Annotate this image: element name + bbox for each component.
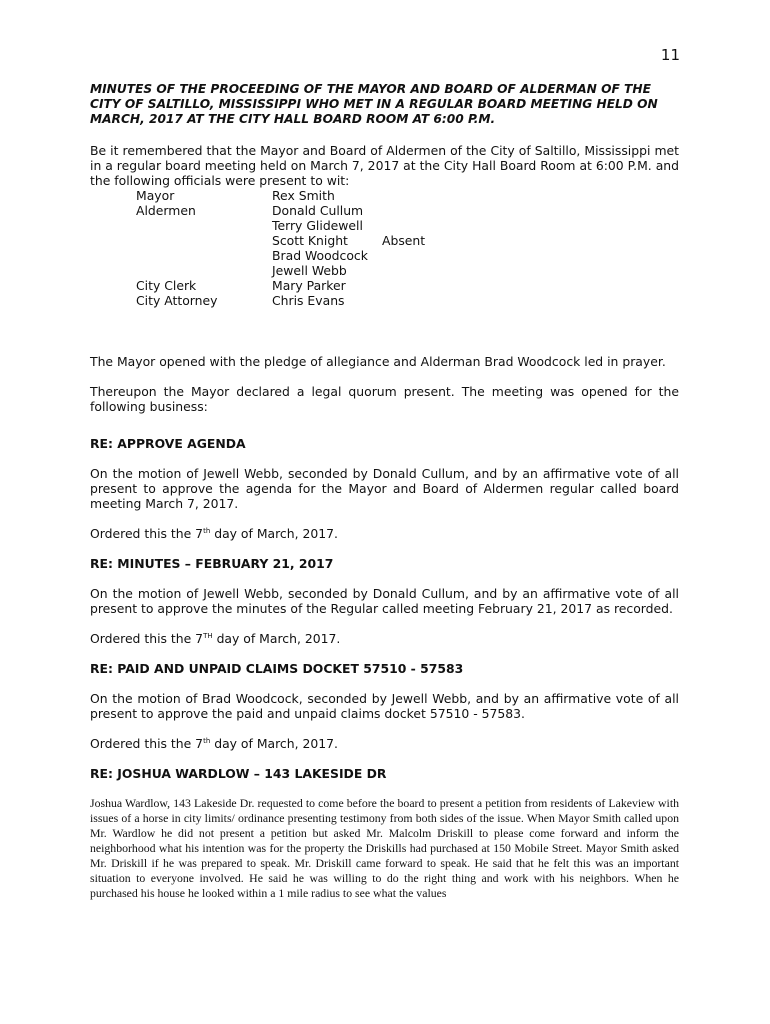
section-heading-claims: RE: PAID AND UNPAID CLAIMS DOCKET 57510 - 57583 [90, 661, 464, 676]
pledge-paragraph: The Mayor opened with the pledge of allegiance and Alderman Brad Woodcock led in prayer. [90, 354, 666, 369]
official-row [90, 188, 679, 203]
official-role: City Attorney [136, 293, 218, 308]
intro-paragraph: Be it remembered that the Mayor and Board of Aldermen of the City of Saltillo, Mississippi met in a regular board meeting held on March 7, 2017 at the City Hall Board Room at 6:00 P.M. and the following officials were present to wit: [90, 143, 679, 188]
claims-ordered: Ordered this the 7th day of March, 2017. [90, 736, 338, 751]
official-role: City Clerk [136, 278, 197, 293]
official-name: Brad Woodcock [272, 248, 368, 263]
minutes-ordered: Ordered this the 7TH day of March, 2017. [90, 631, 341, 646]
section-heading-minutes: RE: MINUTES – FEBRUARY 21, 2017 [90, 556, 334, 571]
section-heading-agenda: RE: APPROVE AGENDA [90, 436, 246, 451]
officials-list [90, 188, 679, 308]
official-name: Rex Smith [272, 188, 335, 203]
official-name: Terry Glidewell [272, 218, 363, 233]
official-row [90, 218, 679, 233]
page-number: 11 [660, 46, 680, 64]
official-absent-note: Absent [382, 233, 426, 248]
official-role: Mayor [136, 188, 175, 203]
claims-motion: On the motion of Brad Woodcock, seconded by Jewell Webb, and by an affirmative vote of all present to approve the paid and unpaid claims docket 57510 - 57583. [90, 691, 679, 721]
official-row [90, 263, 679, 278]
official-row [90, 203, 679, 218]
official-role: Aldermen [136, 203, 196, 218]
official-name: Mary Parker [272, 278, 346, 293]
official-row [90, 233, 679, 248]
quorum-paragraph: Thereupon the Mayor declared a legal quorum present. The meeting was opened for the following business: [90, 384, 679, 414]
minutes-motion: On the motion of Jewell Webb, seconded by Donald Cullum, and by an affirmative vote of all present to approve the minutes of the Regular called meeting February 21, 2017 as recorded. [90, 586, 679, 616]
official-name: Donald Cullum [272, 203, 364, 218]
official-name: Chris Evans [272, 293, 345, 308]
official-name: Jewell Webb [272, 263, 347, 278]
document-title: MINUTES OF THE PROCEEDING OF THE MAYOR AND BOARD OF ALDERMAN OF THE CITY OF SALTILLO, MISSISSIPPI WHO MET IN A REGULAR BOARD MEETING HELD ON MARCH, 2017 AT THE CITY HALL BOARD ROOM AT 6:00 P.M. [90, 82, 658, 126]
section-heading-wardlow: RE: JOSHUA WARDLOW – 143 LAKESIDE DR [90, 766, 387, 781]
wardlow-body: Joshua Wardlow, 143 Lakeside Dr. requested to come before the board to present a petition from residents of Lakeview with issues of a horse in city limits/ ordinance presenting testimony from both sides of the issue. When Mayor Smith called upon Mr. Wardlow he did not present a petition but asked Mr. Malcolm Driskill to please come forward and inform the neighborhood what his intention was for the property the Driskills had purchased at 150 Mobile Street. Mayor Smith asked Mr. Driskill if he was prepared to speak. Mr. Driskill came forward to speak. He said that he felt this was an important situation to everyone involved. He said he was willing to do the right thing and work with his neighbors. When he purchased his house he looked within a 1 mile radius to see what the values [90, 796, 679, 900]
official-name: Scott Knight [272, 233, 348, 248]
document-body [90, 82, 679, 901]
agenda-ordered: Ordered this the 7th day of March, 2017. [90, 526, 338, 541]
official-row [90, 248, 679, 263]
agenda-motion: On the motion of Jewell Webb, seconded by Donald Cullum, and by an affirmative vote of all present to approve the agenda for the Mayor and Board of Aldermen regular called board meeting March 7, 2017. [90, 466, 679, 511]
official-row [90, 293, 679, 308]
official-row [90, 278, 679, 293]
